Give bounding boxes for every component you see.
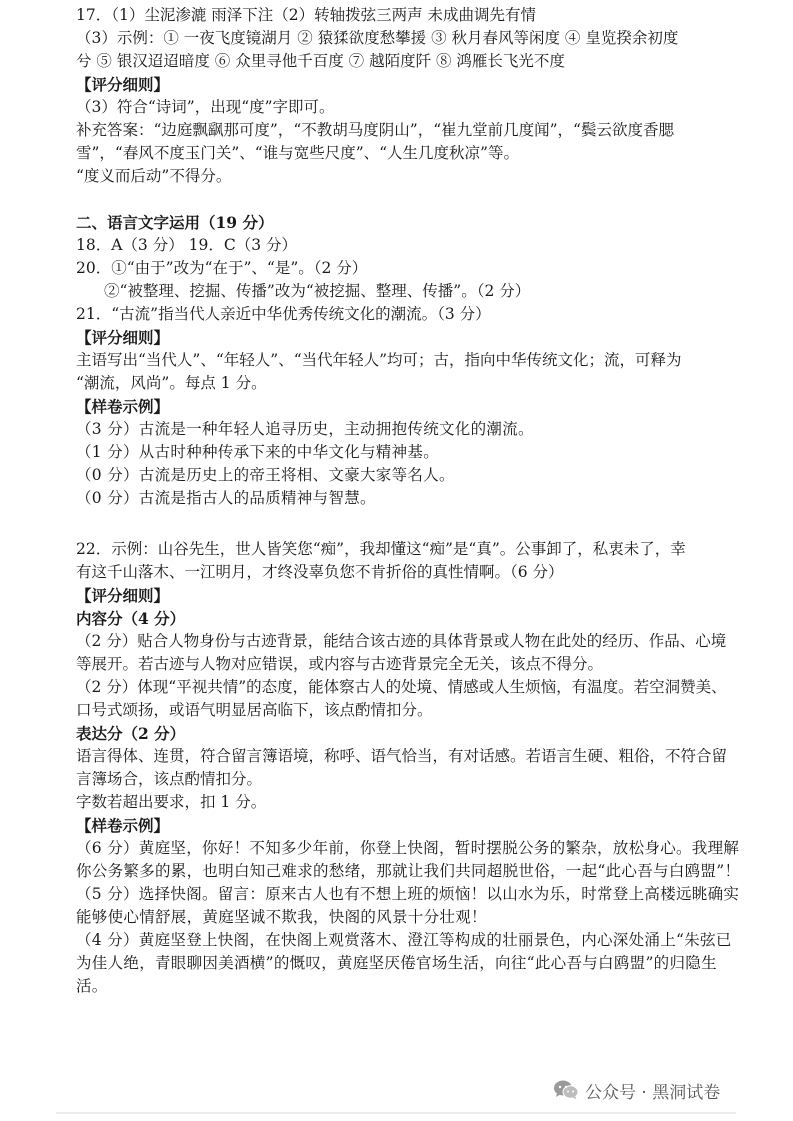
section-heading: 【评分细则】 bbox=[76, 328, 170, 347]
subsection-heading: 内容分（4 分） bbox=[76, 609, 186, 628]
rubric-line: “潮流，风尚”。每点 1 分。 bbox=[76, 374, 267, 392]
sample-line: 你公务繁多的累，也明白知己难求的愁绪，那就让我们共同超脱世俗，一起“此心吾与白鸥盟”！ bbox=[76, 862, 741, 880]
rubric-line: 等展开。若古迹与人物对应错误，或内容与古迹背景完全无关，该点不得分。 bbox=[76, 655, 604, 673]
sample-line: （6 分）黄庭坚，你好！不知多少年前，你登上快阁，暂时摆脱公务的繁杂，放松身心。我理解 bbox=[76, 839, 740, 857]
rubric-line: 言簿场合，该点酌情扣分。 bbox=[76, 770, 263, 788]
q17-example-line: （3）示例：① 一夜飞度镜湖月 ② 猿猱欲度愁攀援 ③ 秋月春风等闲度 ④ 皇览揆余初度 bbox=[76, 29, 679, 47]
sample-line: （0 分）古流是历史上的帝王将相、文豪大家等名人。 bbox=[76, 466, 455, 484]
rubric-line: 字数若超出要求，扣 1 分。 bbox=[76, 793, 267, 811]
rubric-line: 语言得体、连贯，符合留言簿语境，称呼、语气恰当，有对话感。若语言生硬、粗俗，不符合留 bbox=[76, 747, 728, 765]
q20-answer-line: ②“被整理、挖掘、传播”改为“被挖掘、整理、传播”。（2 分） bbox=[104, 282, 531, 300]
section-heading: 【样卷示例】 bbox=[76, 397, 170, 416]
sample-line: （3 分）古流是一种年轻人追寻历史，主动拥抱传统文化的潮流。 bbox=[76, 420, 534, 438]
rubric-line: （2 分）体现“平视共情”的态度，能体察古人的处境、情感或人生烦恼，有温度。若空洞赞美、 bbox=[76, 678, 727, 696]
q17-example-line: 兮 ⑤ 银汉迢迢暗度 ⑥ 众里寻他千百度 ⑦ 越陌度阡 ⑧ 鸿雁长飞光不度 bbox=[76, 52, 565, 70]
q22-answer-line: 22．示例：山谷先生，世人皆笑您“痴”，我却懂这“痴”是“真”。公事卸了，私衷未了，幸 bbox=[76, 540, 686, 558]
section-title: 二、语言文字运用（19 分） bbox=[76, 213, 274, 232]
rubric-line: 雪”，“春风不度玉门关”、“谁与宽些尺度”、“人生几度秋凉”等。 bbox=[76, 144, 519, 162]
rubric-line: 口号式颂扬，或语气明显居高临下，该点酌情扣分。 bbox=[76, 701, 433, 719]
rubric-line: （2 分）贴合人物身份与古迹背景，能结合该古迹的具体背景或人物在此处的经历、作品、心境 bbox=[76, 632, 727, 650]
subsection-heading: 表达分（2 分） bbox=[76, 724, 186, 743]
section-heading: 【评分细则】 bbox=[76, 75, 170, 94]
sample-line: （1 分）从古时种种传承下来的中华文化与精神基。 bbox=[76, 443, 439, 461]
sample-line: （0 分）古流是指古人的品质精神与智慧。 bbox=[76, 489, 376, 507]
q20-answer-line: 20．①“由于”改为“在于”、“是”。（2 分） bbox=[76, 259, 368, 277]
section-heading: 【评分细则】 bbox=[76, 586, 170, 605]
sample-line: （5 分）选择快阁。留言：原来古人也有不想上班的烦恼！以山水为乐，时常登上高楼远眺确实 bbox=[76, 885, 740, 903]
section-heading: 【样卷示例】 bbox=[76, 816, 170, 835]
rubric-line: “度义而后动”不得分。 bbox=[76, 167, 232, 185]
q18-19-answer: 18．A（3 分） 19．C（3 分） bbox=[76, 236, 298, 254]
rubric-line: 主语写出“当代人”、“年轻人”、“当代年轻人”均可；古，指向中华传统文化；流，可释为 bbox=[76, 351, 682, 369]
sample-line: 能够使心情舒展，黄庭坚诚不欺我，快阁的风景十分壮观！ bbox=[76, 908, 487, 926]
sample-line: 活。 bbox=[76, 977, 108, 995]
bottom-divider bbox=[56, 1112, 736, 1114]
q21-answer-line: 21．“古流”指当代人亲近中华优秀传统文化的潮流。（3 分） bbox=[76, 305, 491, 323]
watermark-text: 公众号 · 黑洞试卷 bbox=[585, 1082, 721, 1103]
sample-line: 为佳人绝，青眼聊因美酒横”的慨叹，黄庭坚厌倦官场生活，向往“此心吾与白鸥盟”的归隐生 bbox=[76, 954, 717, 972]
sample-line: （4 分）黄庭坚登上快阁，在快阁上观赏落木、澄江等构成的壮丽景色，内心深处涌上“朱弦已 bbox=[76, 931, 732, 949]
rubric-line: 补充答案：“边庭飘飖那可度”，“不教胡马度阴山”，“崔九堂前几度闻”，“鬓云欲度香腮 bbox=[76, 121, 674, 139]
rubric-line: （3）符合“诗词”，出现“度”字即可。 bbox=[76, 98, 335, 116]
q22-answer-line: 有这千山落木、一江明月，才终没辜负您不肯折俗的真性情啊。（6 分） bbox=[76, 563, 564, 581]
q17-answer-line: 17．（1）尘泥渗漉 雨泽下注（2）转轴拨弦三两声 未成曲调先有情 bbox=[76, 6, 537, 24]
watermark bbox=[553, 1076, 720, 1104]
wechat-icon bbox=[553, 1079, 579, 1101]
